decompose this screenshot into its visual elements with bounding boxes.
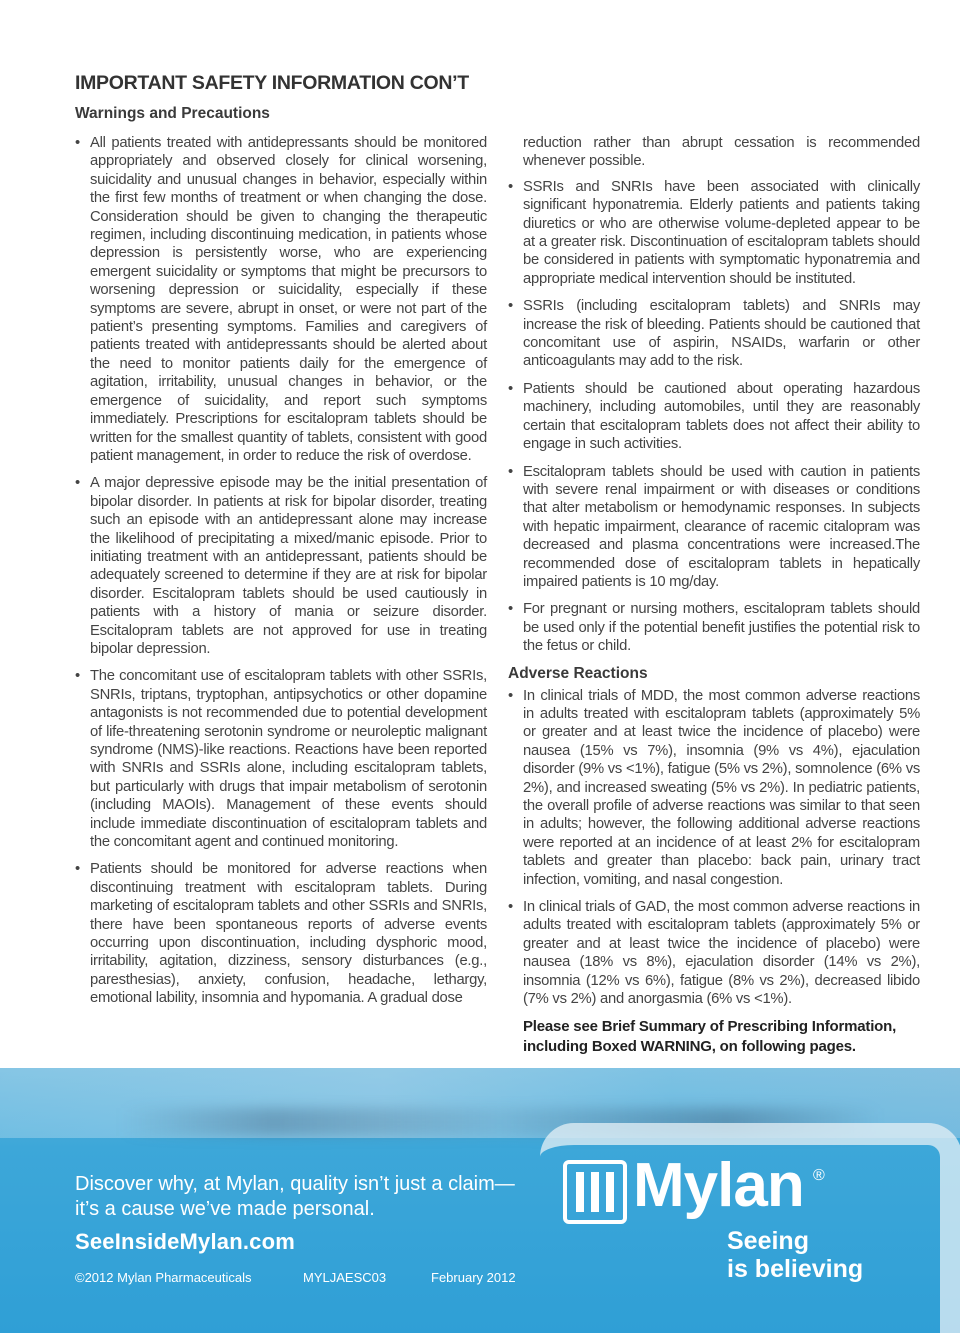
list-item: • Escitalopram tablets should be used with caution in patients with severe renal impairment or with diseases or conditions that alter metabolism or hemodynamic responses. In subjects with hepatic impairment, clearance of racemic citalopram was decreased and plasma concentrations were increased.The recommended dose of escitalopram tablets in hepatically impaired patients is 10 mg/day. [508,463,920,592]
registered-mark: ® [813,1167,825,1184]
copyright-text: ©2012 Mylan Pharmaceuticals [75,1270,252,1285]
slogan-line-2: is believing [727,1255,864,1283]
adverse-reactions-heading: Adverse Reactions [508,664,648,682]
list-item: • All patients treated with antidepressants should be monitored appropriately and observed closely for clinical worsening, suicidality and unusual changes in behavior, especially within the first few months of treatment or when changing the dose. Consideration should be given to changing the therapeutic regimen, including discontinuing medication, in patients whose depression is persistently worse, who are experiencing emergent suicidality or symptoms that might be precursors to worsening depression or suicidality, especially if these symptoms are severe, abrupt in onset, or were not part of the patient’s presenting symptoms. Families and caregivers of patients treated with antidepressants should be alerted about the need to monitor patients daily for the emergence of agitation, irritability, unusual changes in behavior, or the emergence of suicidality, and report such symptoms immediately. Prescriptions for escitalopram tablets should be written for the smallest quantity of tablets, consistent with good patient management, in order to reduce the risk of overdose. [75,134,487,465]
website-link[interactable]: SeeInsideMylan.com [75,1229,296,1254]
list-item: • Patients should be monitored for adverse reactions when discontinuing treatment with escitalopram tablets. During marketing of escitalopram tablets and other SSRIs and SNRIs, there have been spontaneous reports of adverse events occurring upon discontinuation, including dysphoric mood, irritability, agitation, dizziness, sensory disturbances (e.g., paresthesias), anxiety, confusion, headache, lethargy, emotional lability, insomnia and hypomania. A gradual dose [75,860,487,1007]
right-column [508,134,920,1056]
right-bullet-list [508,178,920,656]
footer-tagline: Discover why, at Mylan, quality isn’t just a claim—it’s a cause we’ve made personal. [75,1173,515,1220]
list-item: • SSRIs (including escitalopram tablets) and SNRIs may increase the risk of bleeding. Patients should be cautioned that concomitant use of aspirin, NSAIDs, warfarin or other anticoagulants may add to the risk. [508,297,920,371]
left-column [75,134,487,1017]
list-item: • A major depressive episode may be the initial presentation of bipolar disorder. In patients at risk for bipolar disorder, treating such an episode with an antidepressant alone may increase the likelihood of precipitating a mixed/manic episode. Prior to initiating treatment with an antidepressant, patients should be adequately screened to determine if they are at risk for bipolar disorder. Escitalopram tablets should be used cautiously in patients with a history of mania or seizure disorder. Escitalopram tablets are not approved for use in treating bipolar depression. [75,474,487,658]
list-item: • In clinical trials of MDD, the most common adverse reactions in adults treated with escitalopram tablets (approximately 5% or greater and at least twice the incidence of placebo) were nausea (15% vs 7%), insomnia (9% vs 4%), ejaculation disorder (9% vs <1%), fatigue (5% vs 2%), somnolence (6% vs 2%), and increased sweating (5% vs 2%). In pediatric patients, the overall profile of adverse reactions was similar to that seen in adults; however, the following additional adverse reactions were reported at an incidence of at least 2% for escitalopram tablets and greater than placebo: back pain, urinary tract infection, vomiting, and nasal congestion. [508,687,920,889]
document-code: MYLJAESC03 [303,1270,387,1285]
two-column-body [75,134,920,1064]
adverse-bullet-list [508,687,920,1009]
list-item: • The concomitant use of escitalopram tablets with other SSRIs, SNRIs, triptans, tryptophan, antipsychotics or other dopamine antagonists is not recommended due to potential development of life-threatening serotonin syndrome or neuroleptic malignant syndrome (NMS)-like reactions. Reactions have been reported with SNRIs and SSRIs alone, including escitalopram tablets, but particularly with drugs that impair metabolism of serotonin (including MAOIs). Management of these events should include immediate discontinuation of escitalopram tablets and the concomitant agent and continued monitoring. [75,667,487,851]
slogan-line-1: Seeing [727,1227,809,1255]
mylan-logo-icon [563,1160,627,1224]
footer-banner [0,1068,960,1333]
continued-text: reduction rather than abrupt cessation is recommended whenever possible. [523,135,920,170]
list-item: • Patients should be cautioned about operating hazardous machinery, including automobiles, until they are reasonably certain that escitalopram tablets does not affect their ability to engage in such activities. [508,380,920,454]
page-title: IMPORTANT SAFETY INFORMATION CON’T [75,72,469,94]
publication-date: February 2012 [431,1270,516,1285]
prescribing-info-note: Please see Brief Summary of Prescribing Information, including Boxed WARNING, on following pages. [523,1018,897,1055]
logo-wordmark: Mylan [633,1151,804,1220]
left-bullet-list [75,134,487,1008]
slogan [727,1227,863,1283]
list-item: • For pregnant or nursing mothers, escitalopram tablets should be used only if the potential benefit justifies the potential risk to the fetus or child. [508,600,920,655]
list-item: • In clinical trials of GAD, the most common adverse reactions in adults treated with escitalopram tablets (approximately 5% or greater and at least twice the incidence of placebo) were nausea (18% vs 8%), ejaculation disorder (14% vs 2%), insomnia (12% vs 6%), fatigue (8% vs 2%), decreased libido (7% vs 2%) and anorgasmia (6% vs <1%). [508,898,920,1008]
warnings-heading: Warnings and Precautions [75,105,270,122]
list-item: • SSRIs and SNRIs have been associated with clinically significant hyponatremia. Elderly patients and patients taking diuretics or who are otherwise volume-depleted appear to be at a greater risk. Discontinuation of escitalopram tablets should be considered in patients with symptomatic hyponatremia and appropriate medical intervention should be instituted. [508,178,920,288]
page-content [75,72,920,1055]
